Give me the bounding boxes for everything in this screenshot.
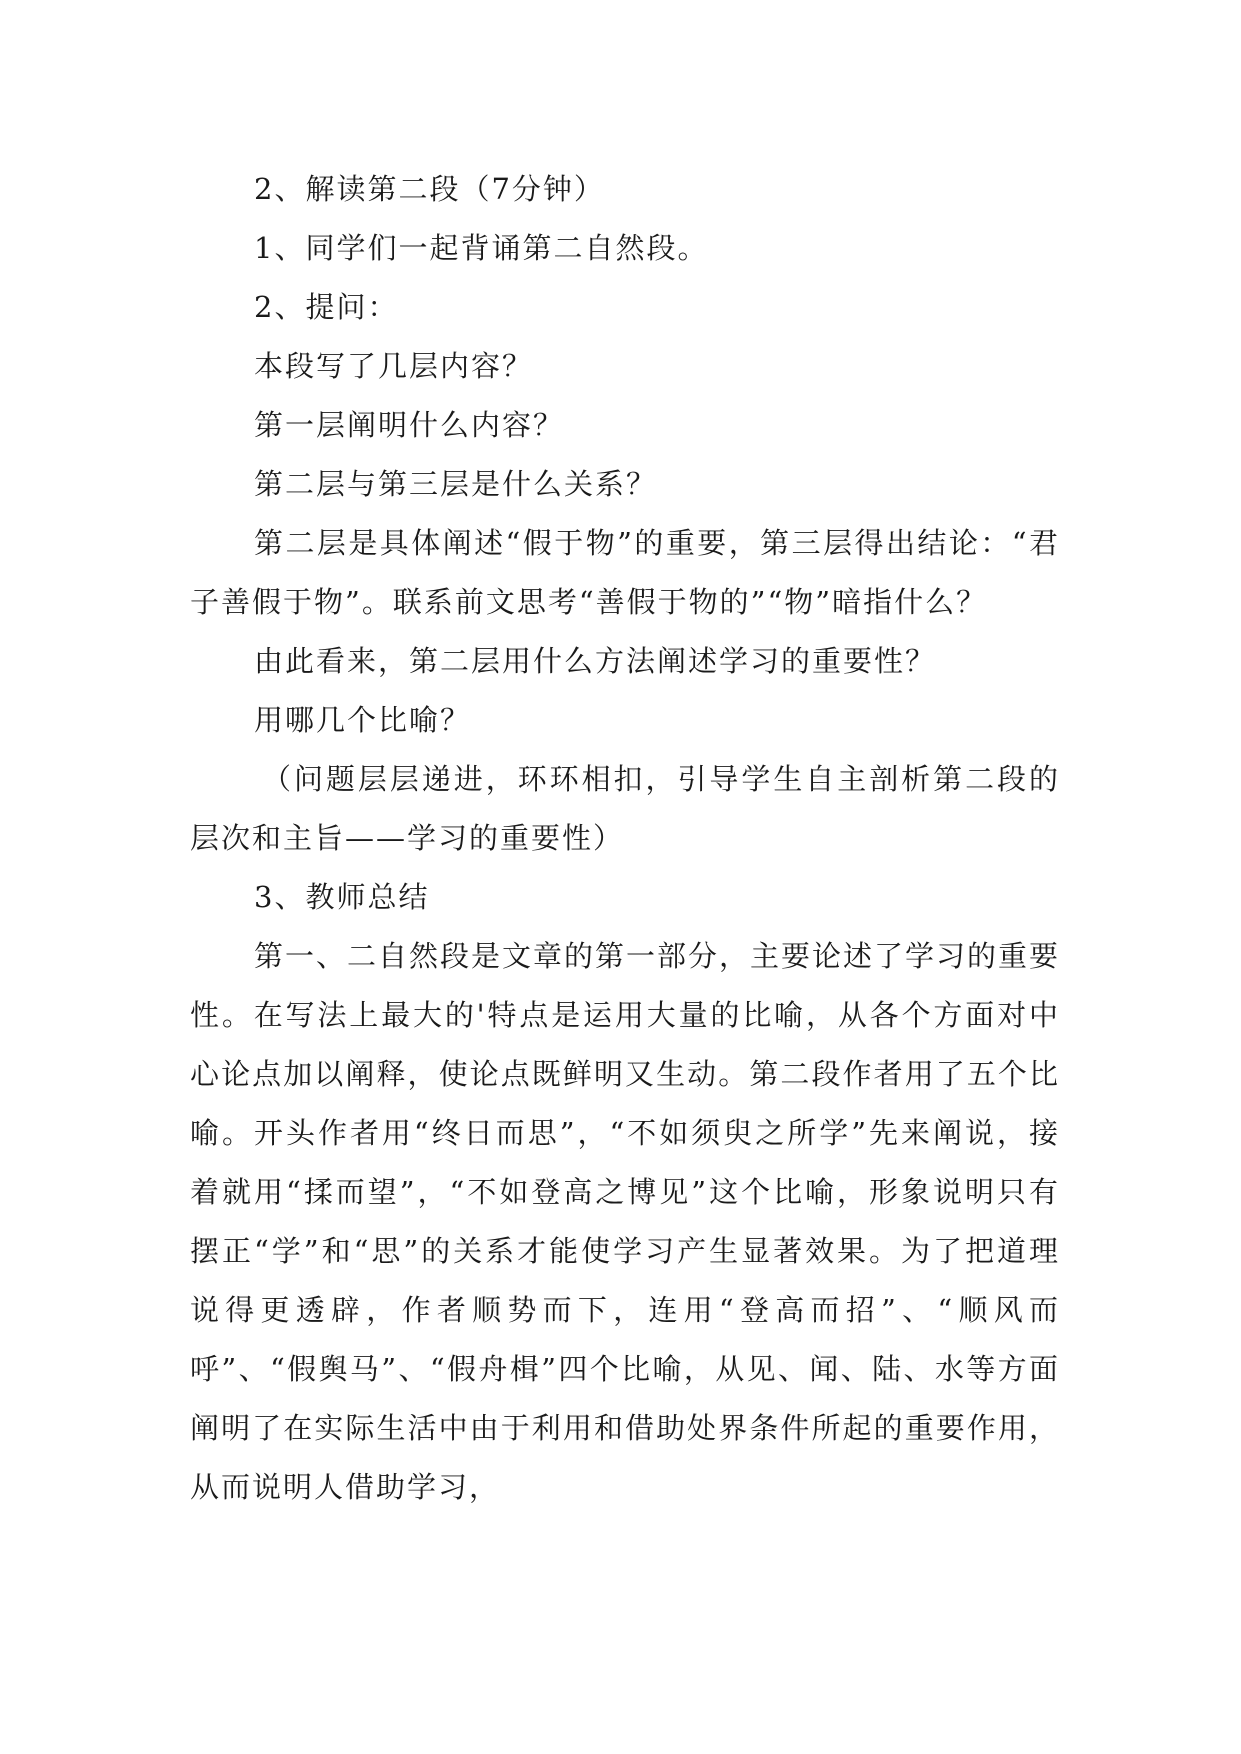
step-teacher-summary: 3、教师总结 [254,880,430,914]
teaching-note: （问题层层递进，环环相扣，引导学生自主剖析第二段的层次和主旨——学习的重要性） [190,762,1060,855]
question-layers: 本段写了几层内容？ [254,349,534,383]
question-first-layer: 第一层阐明什么内容？ [254,408,565,442]
question-relation: 第二层与第三层是什么关系？ [254,467,658,501]
answer-paragraph: 第二层是具体阐述“假于物”的重要，第三层得出结论：“君子善假于物”。联系前文思考“善假于物的”“物”暗指什么？ [190,526,1060,619]
summary-paragraph: 第一、二自然段是文章的第一部分，主要论述了学习的重要性。在写法上最大的'特点是运用大量的比喻，从各个方面对中心论点加以阐释，使论点既鲜明又生动。第二段作者用了五个比喻。开头作者用“终日而思”，“不如须臾之所学”先来阐说，接着就用“揉而望”，“不如登高之博见”这个比喻，形象说明只有摆正“学”和“思”的关系才能使学习产生显著效果。为了把道理说得更透辟，作者顺势而下，连用“登高而招”、“顺风而呼”、“假舆马”、“假舟楫”四个比喻，从见、闻、陆、水等方面阐明了在实际生活中由于利用和借助处界条件所起的重要作用，从而说明人借助学习， [190,939,1061,1504]
document-body [190,160,1060,1517]
question-method: 由此看来，第二层用什么方法阐述学习的重要性？ [254,644,937,678]
step-questions: 2、提问： [254,290,399,324]
section-heading-paragraph-two: 2、解读第二段（7分钟） [254,172,605,206]
question-metaphors: 用哪几个比喻？ [254,703,472,737]
step-recite: 1、同学们一起背诵第二自然段。 [254,231,709,265]
